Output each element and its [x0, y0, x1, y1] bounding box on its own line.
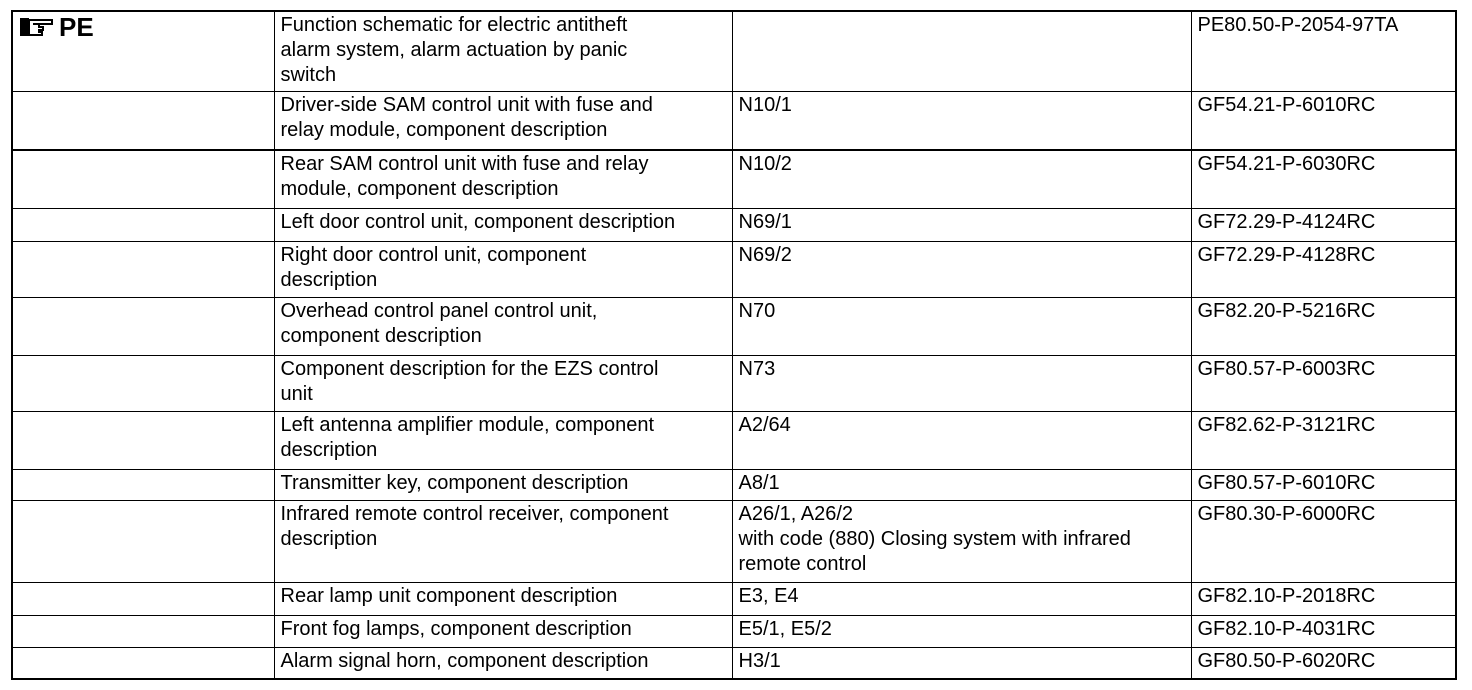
description-cell	[274, 208, 732, 241]
row-label-cell	[12, 355, 274, 411]
document-reference[interactable]: GF80.57-P-6003RC	[1197, 357, 1376, 380]
description-cell	[274, 297, 732, 355]
document-reference-cell	[1191, 355, 1456, 411]
description-cell	[274, 647, 732, 679]
description-line: Rear lamp unit component description	[280, 584, 618, 607]
row-label-cell	[12, 208, 274, 241]
reference-table-body	[12, 11, 1456, 679]
document-reference[interactable]: GF82.62-P-3121RC	[1197, 413, 1376, 436]
description-line: module, component description	[280, 178, 559, 200]
doc-type-text: PE	[59, 12, 94, 42]
description-cell	[274, 150, 732, 208]
document-reference[interactable]: GF80.30-P-6000RC	[1197, 502, 1376, 525]
description-line: Left door control unit, component description	[280, 210, 676, 233]
component-code-line: A26/1, A26/2	[738, 502, 854, 525]
document-reference[interactable]: GF72.29-P-4128RC	[1197, 243, 1376, 266]
table-row	[12, 150, 1456, 208]
row-label-cell	[12, 411, 274, 469]
component-code-line: A8/1	[738, 471, 780, 494]
document-reference-cell	[1191, 91, 1456, 150]
row-label-cell	[12, 241, 274, 297]
row-label-cell	[12, 11, 274, 91]
document-reference[interactable]: PE80.50-P-2054-97TA	[1197, 14, 1399, 36]
table-row	[12, 355, 1456, 411]
description-line: Rear SAM control unit with fuse and relay	[280, 153, 649, 175]
document-reference[interactable]: GF80.50-P-6020RC	[1197, 649, 1376, 672]
table-row	[12, 11, 1456, 91]
document-reference[interactable]: GF82.20-P-5216RC	[1197, 299, 1376, 322]
document-reference[interactable]: GF54.21-P-6010RC	[1197, 93, 1376, 116]
document-reference-cell	[1191, 297, 1456, 355]
description-line: Transmitter key, component description	[280, 471, 629, 494]
component-code-cell	[732, 647, 1191, 679]
description-line: Alarm signal horn, component description	[280, 649, 649, 672]
component-code-line: N10/2	[738, 153, 792, 175]
description-line: Overhead control panel control unit,	[280, 299, 598, 322]
description-line: Right door control unit, component	[280, 243, 587, 266]
document-reference-cell	[1191, 411, 1456, 469]
component-code-cell	[732, 150, 1191, 208]
description-line: description	[280, 268, 378, 291]
table-row	[12, 647, 1456, 679]
row-label-cell	[12, 91, 274, 150]
document-reference-cell	[1191, 241, 1456, 297]
document-reference[interactable]: GF80.57-P-6010RC	[1197, 471, 1376, 494]
document-reference-cell	[1191, 11, 1456, 91]
description-line: description	[280, 438, 378, 461]
table-row	[12, 208, 1456, 241]
component-code-line: H3/1	[738, 649, 781, 672]
table-row	[12, 469, 1456, 500]
description-line: Left antenna amplifier module, component	[280, 413, 655, 436]
component-code-cell	[732, 469, 1191, 500]
document-reference[interactable]: GF54.21-P-6030RC	[1197, 153, 1376, 175]
description-cell	[274, 91, 732, 150]
description-cell	[274, 500, 732, 582]
description-cell	[274, 615, 732, 647]
document-reference[interactable]: GF82.10-P-4031RC	[1197, 617, 1376, 640]
document-reference-cell	[1191, 208, 1456, 241]
component-code-line: N69/1	[738, 210, 792, 233]
table-row	[12, 615, 1456, 647]
table-row	[12, 411, 1456, 469]
component-code-cell	[732, 91, 1191, 150]
component-code-cell	[732, 297, 1191, 355]
component-code-cell	[732, 615, 1191, 647]
component-code-cell	[732, 355, 1191, 411]
component-code-line: N10/1	[738, 93, 792, 116]
description-line: description	[280, 527, 378, 550]
component-code-line: E3, E4	[738, 584, 799, 607]
component-code-cell	[732, 500, 1191, 582]
row-label-cell	[12, 500, 274, 582]
component-code-line: remote control	[738, 552, 867, 575]
component-code-line: A2/64	[738, 413, 791, 436]
description-cell	[274, 241, 732, 297]
description-line: Component description for the EZS control	[280, 357, 659, 380]
description-line: unit	[280, 382, 313, 405]
table-row	[12, 91, 1456, 150]
row-label-cell	[12, 582, 274, 615]
table-row	[12, 582, 1456, 615]
document-reference[interactable]: GF82.10-P-2018RC	[1197, 584, 1376, 607]
pointing-hand-icon	[19, 16, 55, 38]
document-reference[interactable]: GF72.29-P-4124RC	[1197, 210, 1376, 233]
table-row	[12, 297, 1456, 355]
table-row	[12, 241, 1456, 297]
description-line: Front fog lamps, component description	[280, 617, 632, 640]
description-line: relay module, component description	[280, 118, 608, 141]
description-cell	[274, 469, 732, 500]
description-cell	[274, 11, 732, 91]
component-code-cell	[732, 411, 1191, 469]
row-label-cell	[12, 150, 274, 208]
document-reference-cell	[1191, 150, 1456, 208]
row-label-cell	[12, 297, 274, 355]
doc-type-label	[19, 13, 268, 41]
document-reference-cell	[1191, 500, 1456, 582]
component-code-line: with code (880) Closing system with infrared	[738, 527, 1131, 550]
document-reference-cell	[1191, 647, 1456, 679]
component-code-cell	[732, 241, 1191, 297]
component-code-cell	[732, 582, 1191, 615]
component-code-line: N70	[738, 299, 776, 322]
document-reference-cell	[1191, 615, 1456, 647]
component-code-line: N69/2	[738, 243, 792, 266]
description-line: Driver-side SAM control unit with fuse and	[280, 93, 653, 116]
document-reference-cell	[1191, 582, 1456, 615]
component-code-cell	[732, 11, 1191, 91]
row-label-cell	[12, 469, 274, 500]
component-code-line: E5/1, E5/2	[738, 617, 832, 640]
document-reference-cell	[1191, 469, 1456, 500]
description-cell	[274, 411, 732, 469]
description-line: alarm system, alarm actuation by panic	[280, 39, 628, 61]
description-cell	[274, 355, 732, 411]
description-line: Function schematic for electric antitheft	[280, 14, 628, 36]
table-row	[12, 500, 1456, 582]
reference-table	[11, 10, 1457, 680]
description-line: component description	[280, 324, 482, 347]
component-code-line: N73	[738, 357, 776, 380]
component-code-cell	[732, 208, 1191, 241]
description-line: Infrared remote control receiver, component	[280, 502, 669, 525]
row-label-cell	[12, 647, 274, 679]
description-line: switch	[280, 64, 337, 86]
row-label-cell	[12, 615, 274, 647]
description-cell	[274, 582, 732, 615]
